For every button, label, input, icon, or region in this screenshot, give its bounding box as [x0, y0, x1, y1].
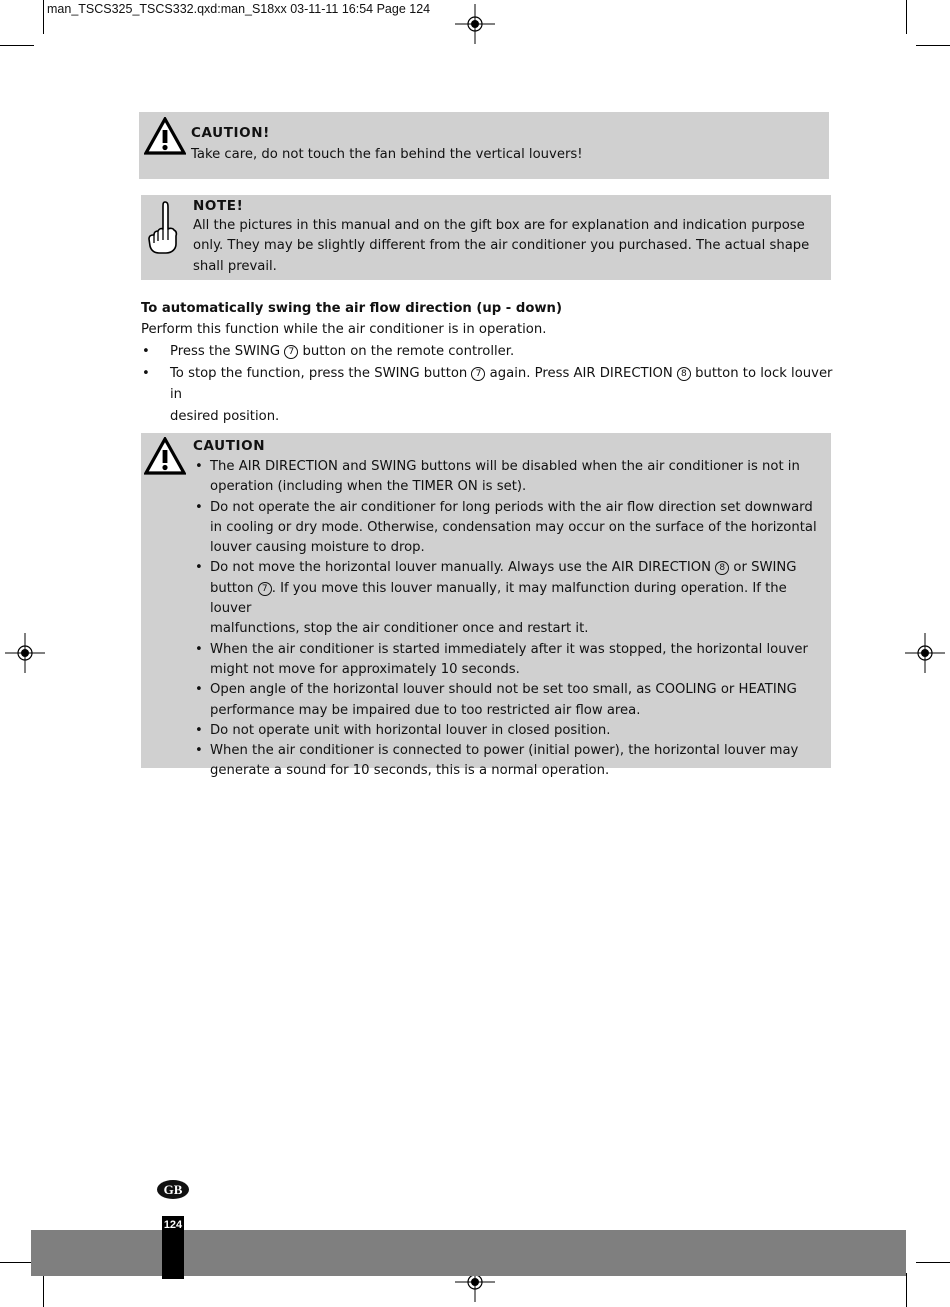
print-header: man_TSCS325_TSCS332.qxd:man_S18xx 03-11-11 16:54 Page 124	[47, 2, 431, 16]
caution-title: CAUTION!	[191, 125, 270, 141]
caution-title: CAUTION	[193, 438, 266, 454]
section-intro: Perform this function while the air conditioner is in operation.	[141, 322, 547, 337]
button-number-badge: 7	[471, 367, 485, 381]
registration-mark-icon	[455, 4, 495, 44]
bullet-icon: •	[195, 499, 203, 515]
swing-bullets	[141, 341, 841, 427]
language-badge: GB	[157, 1180, 189, 1199]
bullet-icon: •	[195, 560, 203, 576]
bullet-icon: •	[195, 459, 203, 474]
button-number-badge: 7	[258, 582, 272, 596]
note-text	[193, 216, 823, 277]
warning-triangle-icon	[144, 437, 186, 475]
list-item: • Do not move the horizontal louver manually. Always use the AIR DIRECTION 8 or SWING button 7 . If you move this louver manually, it may malfunction during operation. If the louver malfunctions, stop the air conditioner once and restart it.	[195, 560, 797, 637]
button-number-badge: 8	[715, 561, 729, 575]
bullet-icon: •	[195, 641, 203, 657]
button-number-badge: 7	[284, 345, 298, 359]
list-item: • The AIR DIRECTION and SWING buttons will be disabled when the air conditioner is not in operation (including when the TIMER ON is set).	[195, 459, 800, 495]
list-item: • Do not operate the air conditioner for long periods with the air flow direction set downward in cooling or dry mode. Otherwise, condensation may occur on the surface of the horizontal louver causing moisture to drop.	[195, 499, 817, 556]
button-number-badge: 8	[677, 367, 691, 381]
registration-mark-icon	[5, 633, 45, 673]
bullet-icon: •	[195, 722, 203, 738]
note-line: All the pictures in this manual and on the gift box are for explanation and indication purpose	[193, 218, 805, 233]
bullet-icon: •	[142, 365, 150, 381]
registration-mark-icon	[905, 633, 945, 673]
crop-mark	[916, 45, 950, 46]
crop-mark	[0, 45, 34, 46]
caution-box-top	[139, 112, 829, 179]
bullet-icon: •	[142, 344, 150, 359]
crop-mark	[43, 1273, 44, 1307]
crop-mark	[906, 0, 907, 34]
caution-text: Take care, do not touch the fan behind the vertical louvers!	[191, 147, 583, 162]
list-item: • When the air conditioner is connected to power (initial power), the horizontal louver may generate a sound for 10 seconds, this is a normal operation.	[195, 743, 799, 779]
crop-mark	[43, 0, 44, 34]
list-item: • Do not operate unit with horizontal louver in closed position.	[193, 721, 825, 741]
crop-mark	[0, 1262, 34, 1263]
note-box	[141, 195, 831, 280]
crop-mark	[906, 1273, 907, 1307]
swing-section	[141, 298, 841, 427]
bullet-icon: •	[195, 682, 203, 698]
caution-list	[193, 457, 825, 782]
caution-box-main	[141, 433, 831, 779]
crop-mark	[916, 1262, 950, 1263]
warning-triangle-icon	[144, 117, 186, 155]
list-item: • Press the SWING 7 button on the remote controller.	[141, 341, 841, 363]
list-item: • Open angle of the horizontal louver should not be set too small, as COOLING or HEATING performance may be impaired due to too restricted air flow area.	[195, 682, 797, 718]
pointing-hand-icon	[147, 199, 179, 255]
list-item: • To stop the function, press the SWING button 7 again. Press AIR DIRECTION 8 button to lock louver in desired position.	[141, 363, 841, 428]
page-number: 124	[163, 1219, 183, 1231]
note-line: only. They may be slightly different from the air conditioner you purchased. The actual shape	[193, 238, 810, 254]
note-title: NOTE!	[193, 198, 244, 214]
bullet-icon: •	[195, 743, 203, 759]
section-heading: To automatically swing the air flow direction (up - down)	[141, 301, 562, 316]
list-item: • When the air conditioner is started immediately after it was stopped, the horizontal louver might not move for approximately 10 seconds.	[195, 641, 808, 677]
note-line: shall prevail.	[193, 258, 277, 274]
